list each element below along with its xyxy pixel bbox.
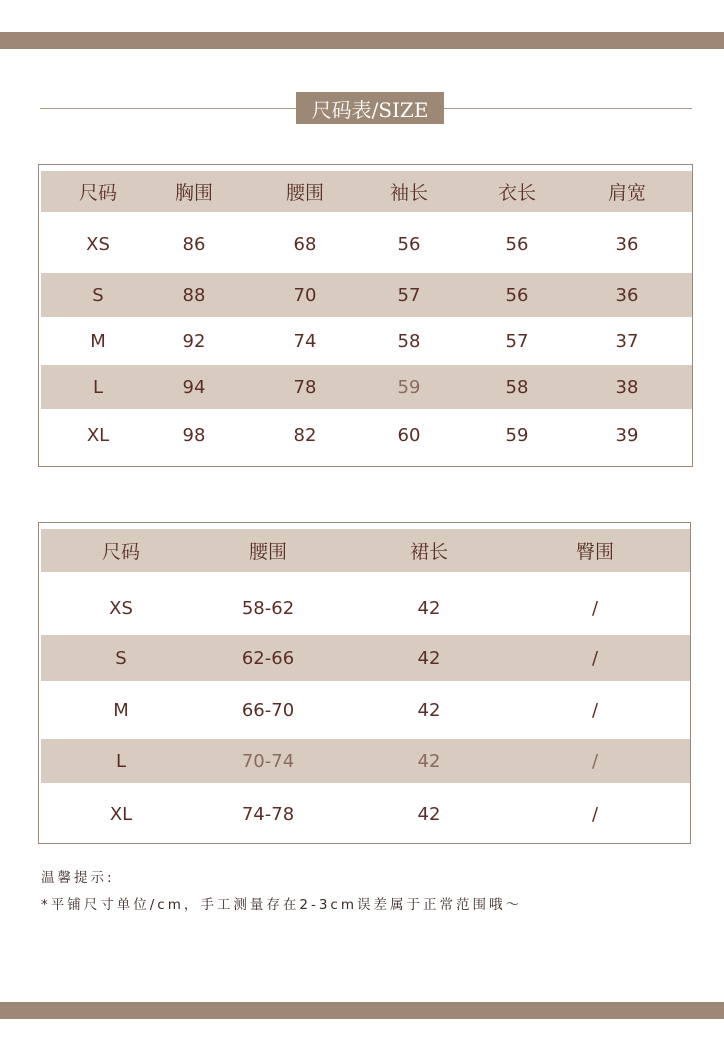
- table-cell: XS: [109, 597, 133, 619]
- header-cell-waist: 腰围: [248, 541, 287, 563]
- table-cell: 62-66: [241, 647, 295, 669]
- table-cell: 68: [293, 233, 317, 255]
- table-cell: XL: [86, 424, 110, 446]
- table-cell: 70-74: [241, 750, 295, 772]
- table-cell: 42: [417, 699, 441, 721]
- table-cell: 37: [615, 330, 639, 352]
- table-row: [41, 685, 690, 735]
- table-cell: 39: [615, 424, 639, 446]
- table-cell: 56: [505, 233, 529, 255]
- table-cell: M: [90, 330, 106, 352]
- note-title: 温馨提示:: [41, 870, 115, 886]
- table-cell: 78: [293, 376, 317, 398]
- table-cell: 82: [293, 424, 317, 446]
- table-cell: M: [113, 699, 129, 721]
- bottom-decorative-band: [0, 1002, 724, 1019]
- table-row: [41, 413, 692, 457]
- table-cell: 88: [182, 284, 206, 306]
- table-cell: 74-78: [241, 803, 295, 825]
- table-cell: 66-70: [241, 699, 295, 721]
- table-cell: S: [115, 647, 127, 669]
- note-text: *平铺尺寸单位/cm，手工测量存在2-3cm误差属于正常范围哦～: [41, 897, 522, 913]
- table-cell: S: [92, 284, 104, 306]
- table-cell: 56: [505, 284, 529, 306]
- table-cell: 36: [615, 233, 639, 255]
- table-cell: 70: [293, 284, 317, 306]
- header-cell-waist: 腰围: [285, 182, 324, 204]
- table-cell: 92: [182, 330, 206, 352]
- table-cell: 74: [293, 330, 317, 352]
- title-divider-right: [444, 108, 692, 109]
- size-chart-title: 尺码表/SIZE: [296, 92, 444, 124]
- header-cell-size: 尺码: [78, 182, 117, 204]
- table-cell: 42: [417, 597, 441, 619]
- table-cell: /: [591, 647, 599, 669]
- skirt-size-table: [38, 522, 691, 844]
- table-cell: /: [591, 597, 599, 619]
- table-row: [41, 223, 692, 265]
- header-cell-size: 尺码: [101, 541, 140, 563]
- table-cell: 42: [417, 803, 441, 825]
- table-cell: 86: [182, 233, 206, 255]
- table-cell: 42: [417, 647, 441, 669]
- header-cell-skirt-length: 裙长: [409, 541, 448, 563]
- table-row: [41, 739, 690, 783]
- table-cell: 94: [182, 376, 206, 398]
- table-cell: 56: [397, 233, 421, 255]
- header-cell-hip: 臀围: [575, 541, 614, 563]
- table-cell: XL: [109, 803, 133, 825]
- table-row: [41, 789, 690, 839]
- table-row: [41, 583, 690, 633]
- table-row: [41, 273, 692, 317]
- table-cell: 59: [505, 424, 529, 446]
- top-size-table: [38, 164, 693, 467]
- table-cell: /: [591, 699, 599, 721]
- table-cell: 60: [397, 424, 421, 446]
- table-cell: 58-62: [241, 597, 295, 619]
- table-cell: /: [591, 803, 599, 825]
- table-cell: 59: [397, 376, 421, 398]
- table-cell: 58: [505, 376, 529, 398]
- table-cell: 57: [505, 330, 529, 352]
- table-cell: 42: [417, 750, 441, 772]
- table-cell: XS: [86, 233, 110, 255]
- table-cell: /: [591, 750, 599, 772]
- header-cell-sleeve: 袖长: [389, 182, 428, 204]
- table-cell: 38: [615, 376, 639, 398]
- table-cell: L: [115, 750, 127, 772]
- table-row: [41, 635, 690, 681]
- table-cell: 57: [397, 284, 421, 306]
- table-row: [41, 319, 692, 363]
- title-divider-left: [40, 108, 296, 109]
- header-cell-shoulder: 肩宽: [607, 182, 646, 204]
- table-cell: 58: [397, 330, 421, 352]
- table-header-row: [41, 171, 692, 212]
- table-header-row: [41, 529, 690, 572]
- header-cell-chest: 胸围: [174, 182, 213, 204]
- header-cell-length: 衣长: [497, 182, 536, 204]
- top-decorative-band: [0, 32, 724, 49]
- table-cell: 36: [615, 284, 639, 306]
- table-row: [41, 365, 692, 409]
- table-cell: 98: [182, 424, 206, 446]
- table-cell: L: [92, 376, 104, 398]
